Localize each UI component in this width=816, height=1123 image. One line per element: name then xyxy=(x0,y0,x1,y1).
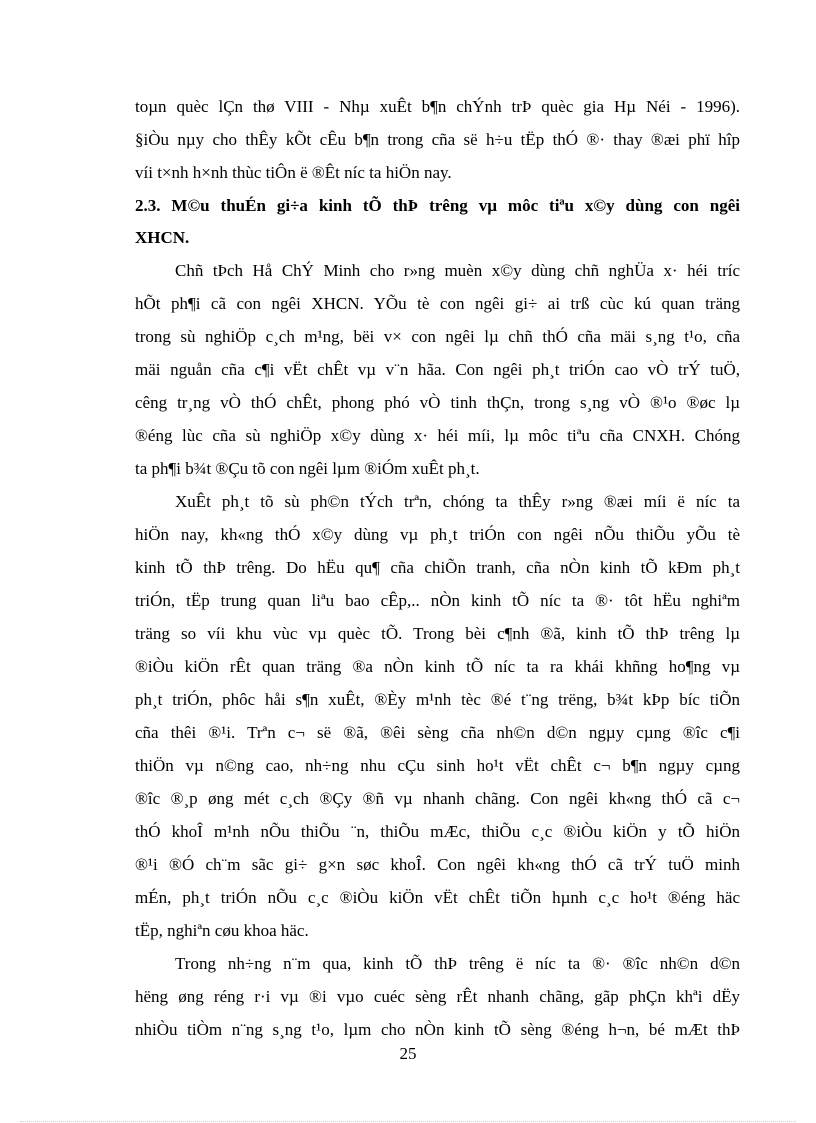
body-text-line: XuÊt ph¸t tõ sù ph©n tÝch trªn, chóng ta thÊy r»ng ®æi míi ë níc ta xyxy=(175,492,740,511)
body-text-line: ®iÒu kiÖn rÊt quan träng ®a nÒn kinh tÕ níc ta ra khái khñng ho¶ng vµ xyxy=(135,657,740,676)
body-text-line: cêng tr¸ng vÒ thÓ chÊt, phong phó vÒ tinh thÇn, trong s¸ng vÒ ®¹o ®øc lµ xyxy=(135,393,740,412)
body-text-line: víi t×nh h×nh thùc tiÔn ë ®Êt níc ta hiÖn nay. xyxy=(135,163,452,182)
body-text-line: mäi nguån cña c¶i vËt chÊt vµ v¨n hãa. Con ngêi ph¸t triÓn cao vÒ trÝ tuÖ, xyxy=(135,360,740,379)
body-text-line: Chñ tÞch Hå ChÝ Minh cho r»ng muèn x©y dùng chñ nghÜa x· héi tríc xyxy=(175,261,740,280)
body-text-line: tËp, nghiªn cøu khoa häc. xyxy=(135,921,309,940)
section-heading-line: 2.3. M©u thuÉn gi÷a kinh tÕ thÞ trêng vµ môc tiªu x©y dùng con ngêi xyxy=(135,196,740,215)
body-text-line: toµn quèc lÇn thø VIII - Nhµ xuÊt b¶n chÝnh trÞ quèc gia Hµ Néi - 1996). xyxy=(135,97,740,116)
body-text-line: thÓ khoÎ m¹nh nÕu thiÕu ¨n, thiÕu mÆc, thiÕu c¸c ®iÒu kiÖn y tÕ hiÖn xyxy=(135,822,740,841)
body-text-line: ph¸t triÓn, phôc håi s¶n xuÊt, ®Èy m¹nh tèc ®é t¨ng trëng, b¾t kÞp bíc tiÕn xyxy=(135,690,740,709)
section-heading-line: XHCN. xyxy=(135,228,190,247)
body-text-line: triÓn, tËp trung quan liªu bao cÊp,.. nÒn kinh tÕ níc ta ®· tôt hËu nghiªm xyxy=(135,591,740,610)
body-text-line: ®¹i ®Ó ch¨m sãc gi÷ g×n søc khoÎ. Con ngêi kh«ng thÓ cã trÝ tuÖ minh xyxy=(135,855,740,874)
body-text-line: hÕt ph¶i cã con ngêi XHCN. YÕu tè con ngêi gi÷ ai trß cùc kú quan träng xyxy=(135,294,740,313)
body-text-line: §iÒu nµy cho thÊy kÕt cÊu b¶n trong cña së h÷u tËp thÓ ®· thay ®æi phï hîp xyxy=(135,130,740,149)
body-text-line: nhiÒu tiÒm n¨ng s¸ng t¹o, lµm cho nÒn kinh tÕ sèng ®éng h¬n, bé mÆt thÞ xyxy=(135,1020,740,1039)
body-text-line: cña thêi ®¹i. Trªn c¬ së ®ã, ®êi sèng cña nh©n d©n ngµy cµng ®îc c¶i xyxy=(135,723,740,742)
body-text-line: ®éng lùc cña sù nghiÖp x©y dùng x· héi míi, lµ môc tiªu cña CNXH. Chóng xyxy=(135,426,740,445)
body-text-line: trong sù nghiÖp c¸ch m¹ng, bëi v× con ngêi lµ chñ thÓ cña mäi s¸ng t¹o, cña xyxy=(135,327,740,346)
body-text-line: hiÖn nay, kh«ng thÓ x©y dùng vµ ph¸t triÓn con ngêi nÕu thiÕu yÕu tè xyxy=(135,525,740,544)
body-text-line: hëng øng réng r·i vµ ®i vµo cuéc sèng rÊt nhanh chãng, gãp phÇn khªi dËy xyxy=(135,987,740,1006)
body-text-line: Trong nh÷ng n¨m qua, kinh tÕ thÞ trêng ë níc ta ®· ®îc nh©n d©n xyxy=(175,954,740,973)
body-text-line: mÉn, ph¸t triÓn nÕu c¸c ®iÒu kiÖn vËt chÊt tiÕn hµnh c¸c ho¹t ®éng häc xyxy=(135,888,740,907)
body-text-line: thiÖn vµ n©ng cao, nh÷ng nhu cÇu sinh ho¹t vËt chÊt c¬ b¶n ngµy cµng xyxy=(135,756,740,775)
page-number: 25 xyxy=(399,1044,417,1063)
page-bottom-divider xyxy=(20,1121,796,1122)
body-text-line: ta ph¶i b¾t ®Çu tõ con ngêi lµm ®iÓm xuÊt ph¸t. xyxy=(135,459,480,478)
body-text-line: träng so víi khu vùc vµ quèc tÕ. Trong bèi c¶nh ®ã, kinh tÕ thÞ trêng lµ xyxy=(135,624,740,643)
body-text-line: kinh tÕ thÞ trêng. Do hËu qu¶ cña chiÕn tranh, cña nÒn kinh tÕ kÐm ph¸t xyxy=(135,558,740,577)
body-text-line: ®îc ®¸p øng mét c¸ch ®Çy ®ñ vµ nhanh chãng. Con ngêi kh«ng thÓ cã c¬ xyxy=(135,789,740,808)
